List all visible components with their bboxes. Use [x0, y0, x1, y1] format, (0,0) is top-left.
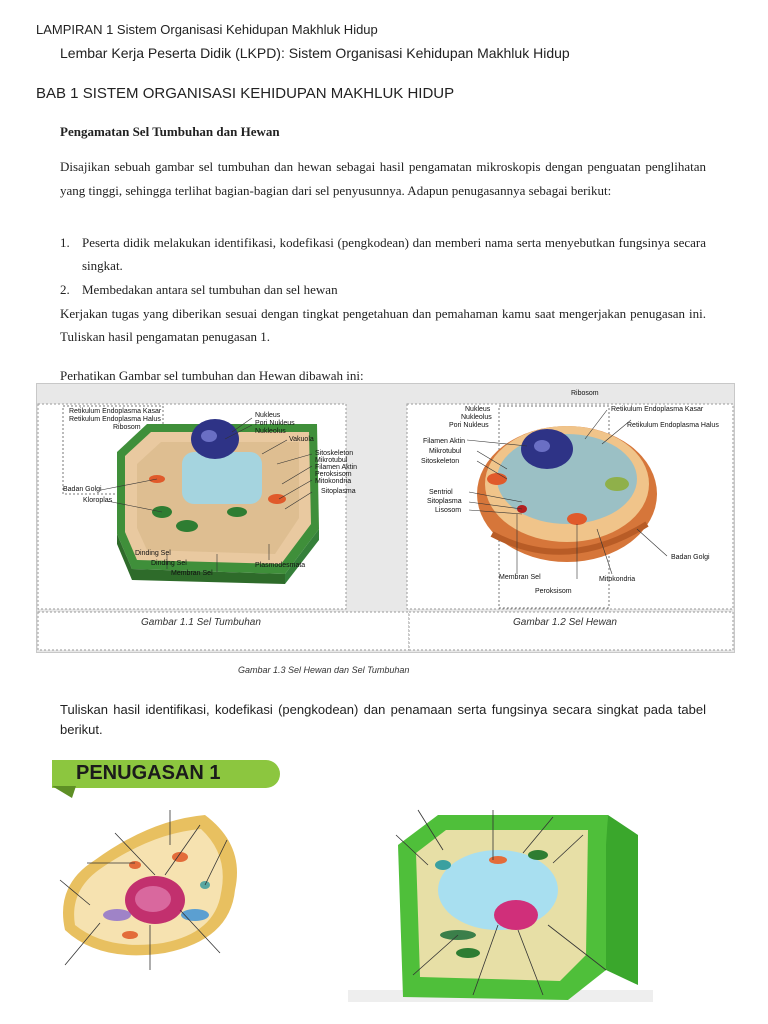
animal-cell-diagram	[55, 805, 305, 970]
figure-label: Retikulum Endoplasma Kasar	[69, 408, 162, 415]
figure-label: Filamen Aktin	[315, 464, 358, 471]
figure-label: Ribosom	[113, 424, 141, 431]
figure-label: Pori Nukleus	[255, 420, 295, 427]
appendix-title: LAMPIRAN 1 Sistem Organisasi Kehidupan Makhluk Hidup	[36, 22, 378, 37]
figure-label: Mikrotubul	[429, 448, 462, 455]
figure-label: Sitoplasma	[321, 488, 356, 495]
figure-label: Peroksisom	[535, 588, 572, 595]
caption-animal: Gambar 1.2 Sel Hewan	[513, 617, 617, 628]
assignment-title: PENUGASAN 1	[76, 762, 221, 784]
task-item-1	[60, 231, 706, 277]
caption-plant: Gambar 1.1 Sel Tumbuhan	[141, 617, 261, 628]
cell-figure	[36, 383, 735, 653]
instruction-paragraph: Kerjakan tugas yang diberikan sesuai dengan tingkat pengetahuan dan pemahaman kamu saat mengerjakan penugasan ini. Tuliskan hasil pengamatan penugasan 1.	[60, 306, 706, 344]
figure-label: Peroksisom	[315, 471, 352, 478]
look-text: Perhatikan Gambar sel tumbuhan dan Hewan dibawah ini:	[60, 368, 364, 383]
figure-label: Ribosom	[571, 390, 599, 397]
figure-caption: Gambar 1.3 Sel Hewan dan Sel Tumbuhan	[238, 665, 410, 675]
figure-label: Sitoplasma	[427, 498, 462, 505]
figure-label: Sentriol	[429, 489, 453, 496]
figure-label: Mikrotubul	[315, 457, 348, 464]
badge-tail-icon	[52, 786, 76, 800]
section-title: Pengamatan Sel Tumbuhan dan Hewan	[60, 124, 280, 139]
figure-label: Filamen Aktin	[423, 438, 466, 445]
task-instruction: Tuliskan hasil identifikasi, kodefikasi (pengkodean) dan penamaan serta fungsinya secara singkat pada tabel berikut.	[60, 702, 706, 737]
figure-label: Nukleus	[465, 406, 491, 413]
figure-label: Nukleolus	[461, 414, 492, 421]
figure-label: Vakuola	[289, 436, 314, 443]
task-text: Peserta didik melakukan identifikasi, kodefikasi (pengkodean) dan memberi nama serta menyebutkan fungsinya secara singkat.	[82, 235, 706, 273]
figure-label: Dinding Sel	[135, 550, 171, 557]
figure-label: Badan Golgi	[63, 486, 102, 493]
chapter-title: BAB 1 SISTEM ORGANISASI KEHIDUPAN MAKHLUK HIDUP	[36, 85, 455, 102]
figure-label: Badan Golgi	[671, 554, 710, 561]
figure-label: Membran Sel	[499, 574, 541, 581]
figure-label: Dinding Sel	[151, 560, 187, 567]
intro-paragraph: Disajikan sebuah gambar sel tumbuhan dan hewan sebagai hasil pengamatan mikroskopis dengan penguatan penglihatan yang tinggi, sehingga terlihat bagian-bagian dari sel penyusunnya. Adapun penugasannya sebagai berikut:	[60, 159, 706, 198]
plant-cell-diagram	[348, 805, 653, 1005]
figure-label: Retikulum Endoplasma Halus	[69, 416, 161, 423]
figure-label: Nukleus	[255, 412, 281, 419]
figure-label: Nukleolus	[255, 428, 286, 435]
figure-label: Sitoskeleton	[315, 450, 354, 457]
figure-label: Membran Sel	[171, 570, 213, 577]
figure-label: Mitokondria	[315, 478, 352, 485]
figure-label: Lisosom	[435, 507, 462, 514]
figure-label: Mitokondria	[599, 576, 636, 583]
worksheet-title: Lembar Kerja Peserta Didik (LKPD): Sistem Organisasi Kehidupan Makhluk Hidup	[60, 45, 570, 61]
figure-label: Pori Nukleus	[449, 422, 489, 429]
figure-label: Retikulum Endoplasma Kasar	[611, 406, 704, 413]
figure-label: Sitoskeleton	[421, 458, 460, 465]
figure-label: Kloroplas	[83, 497, 113, 504]
task-number: 2.	[60, 282, 70, 297]
animal-cell-illustration	[477, 426, 657, 562]
figure-label: Plasmodesmata	[255, 562, 306, 569]
task-item-2	[60, 280, 706, 300]
task-number: 1.	[60, 235, 70, 250]
task-text: Membedakan antara sel tumbuhan dan sel hewan	[82, 282, 338, 297]
figure-label: Retikulum Endoplasma Halus	[627, 422, 719, 429]
